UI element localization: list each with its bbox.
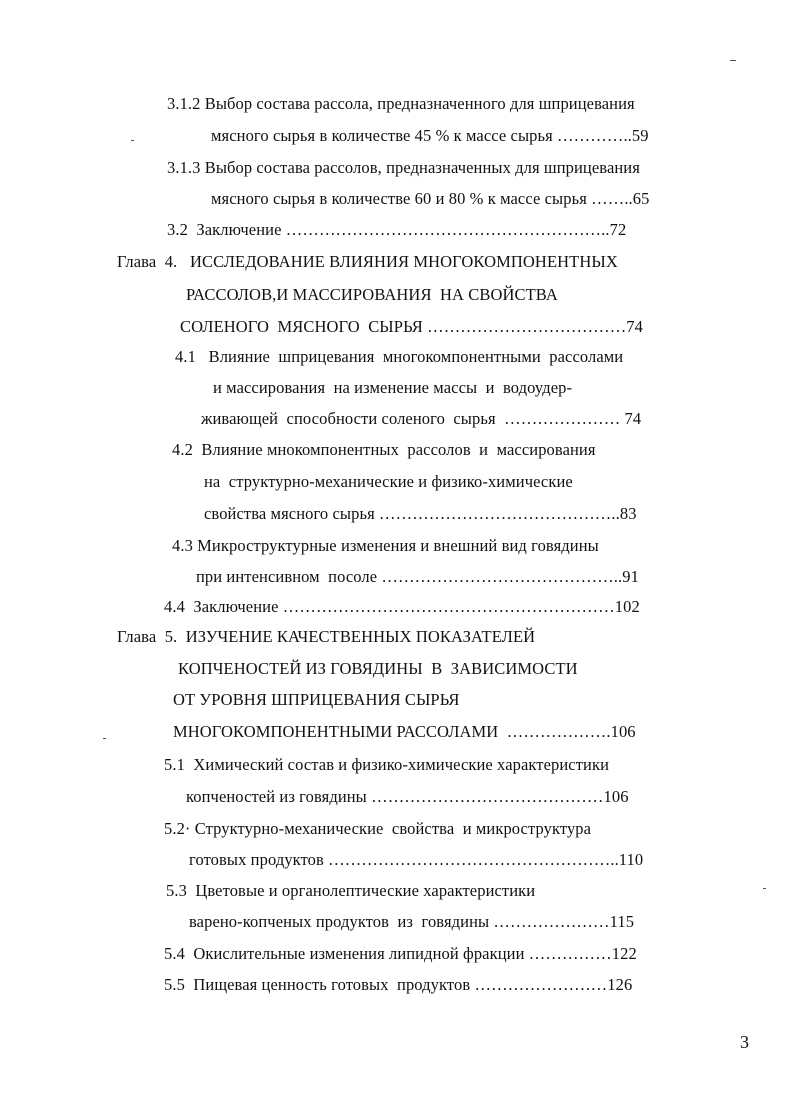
toc-line-5-4: 5.4 Окислительные изменения липидной фракции ……………122 bbox=[164, 944, 637, 963]
toc-line-3-2: 3.2 Заключение …………………………………………………..72 bbox=[167, 220, 627, 239]
toc-line-5-3-title: 5.3 Цветовые и органолептические характеристики bbox=[166, 881, 536, 900]
scan-speck bbox=[131, 140, 134, 141]
toc-line-4-2-cont-1: на структурно-механические и физико-химические bbox=[204, 472, 573, 491]
toc-line-3-1-3-title: 3.1.3 Выбор состава рассолов, предназначенных для шприцевания bbox=[167, 158, 640, 177]
toc-line-5-2-title: 5.2· Структурно-механические свойства и микроструктура bbox=[164, 819, 592, 838]
toc-line-4-3-cont: при интенсивном посоле ……………………………………..91 bbox=[196, 567, 639, 586]
toc-line-3-1-2-cont: мясного сырья в количестве 45 % к массе сырья …………..59 bbox=[211, 126, 649, 145]
toc-line-4-4: 4.4 Заключение ……………………………………………………102 bbox=[164, 597, 640, 616]
scan-speck bbox=[763, 888, 766, 889]
toc-line-4-2-cont-2: свойства мясного сырья ……………………………………..83 bbox=[204, 504, 637, 523]
toc-chapter-5-cont-2: ОТ УРОВНЯ ШПРИЦЕВАНИЯ СЫРЬЯ bbox=[173, 690, 460, 709]
toc-line-4-1-cont-1: и массирования на изменение массы и водоудер- bbox=[213, 378, 573, 397]
toc-line-4-1-title: 4.1 Влияние шприцевания многокомпонентными рассолами bbox=[175, 347, 624, 366]
toc-chapter-4-cont-2: СОЛЕНОГО МЯСНОГО СЫРЬЯ ………………………………74 bbox=[180, 317, 643, 336]
toc-chapter-5-title: Глава 5. ИЗУЧЕНИЕ КАЧЕСТВЕННЫХ ПОКАЗАТЕЛЕЙ bbox=[117, 627, 536, 646]
toc-line-5-2-cont: готовых продуктов ……………………………………………..110 bbox=[189, 850, 644, 869]
toc-line-4-3-title: 4.3 Микроструктурные изменения и внешний вид говядины bbox=[172, 536, 599, 555]
toc-line-4-1-cont-2: живающей способности соленого сырья ………………… 74 bbox=[201, 409, 642, 428]
toc-line-4-2-title: 4.2 Влияние мнокомпонентных рассолов и массирования bbox=[172, 440, 596, 459]
page-number: 3 bbox=[740, 1032, 749, 1052]
toc-line-3-1-3-cont: мясного сырья в количестве 60 и 80 % к массе сырья ……..65 bbox=[211, 189, 650, 208]
toc-line-3-1-2-title: 3.1.2 Выбор состава рассола, предназначенного для шприцевания bbox=[167, 94, 635, 113]
toc-line-5-5: 5.5 Пищевая ценность готовых продуктов ……………………126 bbox=[164, 975, 633, 994]
toc-line-5-3-cont: варено-копченых продуктов из говядины …………………115 bbox=[189, 912, 635, 931]
toc-chapter-4-cont-1: РАССОЛОВ,И МАССИРОВАНИЯ НА СВОЙСТВА bbox=[186, 285, 558, 304]
toc-chapter-4-title: Глава 4. ИССЛЕДОВАНИЕ ВЛИЯНИЯ МНОГОКОМПОНЕНТНЫХ bbox=[117, 252, 618, 271]
scan-speck bbox=[730, 60, 736, 61]
toc-line-5-1-cont: копченостей из говядины ……………………………………106 bbox=[186, 787, 629, 806]
toc-chapter-5-cont-1: КОПЧЕНОСТЕЙ ИЗ ГОВЯДИНЫ В ЗАВИСИМОСТИ bbox=[178, 659, 578, 678]
scan-speck bbox=[103, 738, 106, 739]
toc-line-5-1-title: 5.1 Химический состав и физико-химические характеристики bbox=[164, 755, 610, 774]
toc-chapter-5-cont-3: МНОГОКОМПОНЕНТНЫМИ РАССОЛАМИ ……………….106 bbox=[173, 722, 636, 741]
